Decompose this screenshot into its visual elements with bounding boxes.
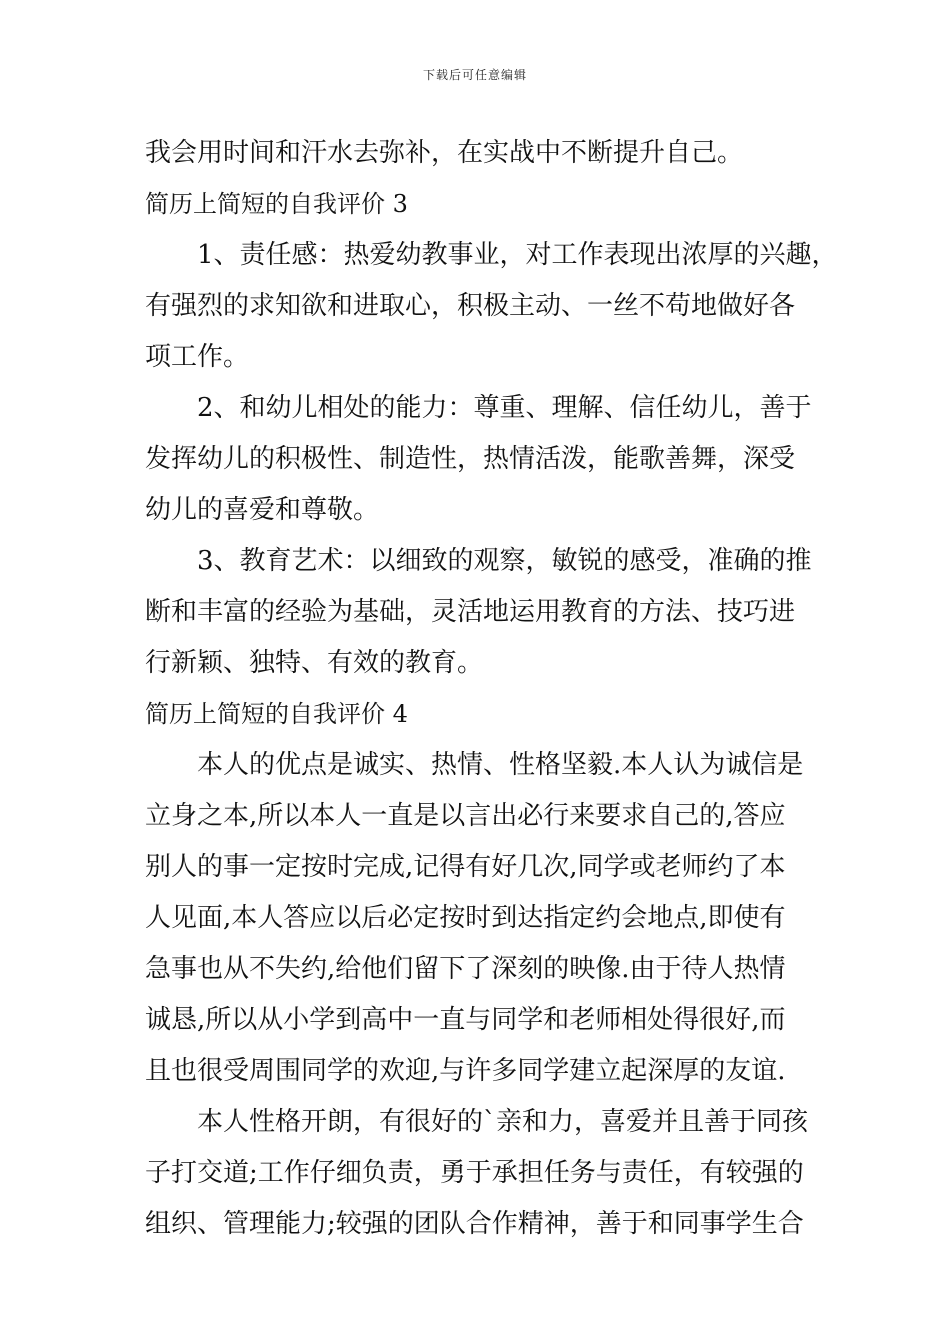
section-heading: 简历上简短的自我评价 3 bbox=[145, 190, 408, 218]
text-line: 1、责任感：热爱幼教事业，对工作表现出浓厚的兴趣， bbox=[197, 240, 838, 270]
text-line: 3、教育艺术：以细致的观察，敏锐的感受，准确的推 bbox=[197, 546, 812, 576]
text-line: 本人的优点是诚实、热情、性格坚毅.本人认为诚信是 bbox=[197, 750, 804, 780]
text-line: 项工作。 bbox=[145, 342, 250, 372]
text-line: 幼儿的喜爱和尊敬。 bbox=[145, 495, 380, 525]
text-line: 人见面,本人答应以后必定按时到达指定约会地点,即使有 bbox=[145, 903, 786, 933]
section-heading: 简历上简短的自我评价 4 bbox=[145, 700, 408, 728]
text-line: 断和丰富的经验为基础，灵活地运用教育的方法、技巧进 bbox=[145, 597, 796, 627]
text-line: 我会用时间和汗水去弥补，在实战中不断提升自己。 bbox=[145, 138, 744, 168]
text-line: 子打交道;工作仔细负责，勇于承担任务与责任，有较强的 bbox=[145, 1158, 804, 1188]
text-line: 发挥幼儿的积极性、制造性，热情活泼，能歌善舞，深受 bbox=[145, 444, 796, 474]
text-line: 行新颖、独特、有效的教育。 bbox=[145, 648, 484, 678]
document-body bbox=[145, 128, 838, 1250]
text-line: 有强烈的求知欲和进取心，积极主动、一丝不苟地做好各 bbox=[145, 291, 796, 321]
text-line: 急事也从不失约,给他们留下了深刻的映像.由于待人热情 bbox=[145, 954, 786, 984]
text-line: 且也很受周围同学的欢迎,与许多同学建立起深厚的友谊. bbox=[145, 1056, 786, 1086]
text-line: 组织、管理能力;较强的团队合作精神，善于和同事学生合 bbox=[145, 1209, 804, 1239]
text-line: 本人性格开朗，有很好的`亲和力，喜爱并且善于同孩 bbox=[197, 1107, 809, 1137]
text-line: 诚恳,所以从小学到高中一直与同学和老师相处得很好,而 bbox=[145, 1005, 786, 1035]
text-line: 2、和幼儿相处的能力：尊重、理解、信任幼儿，善于 bbox=[197, 393, 812, 423]
text-line: 别人的事一定按时完成,记得有好几次,同学或老师约了本 bbox=[145, 852, 786, 882]
text-line: 立身之本,所以本人一直是以言出必行来要求自己的,答应 bbox=[145, 801, 786, 831]
page-header: 下载后可任意编辑 bbox=[422, 68, 527, 82]
